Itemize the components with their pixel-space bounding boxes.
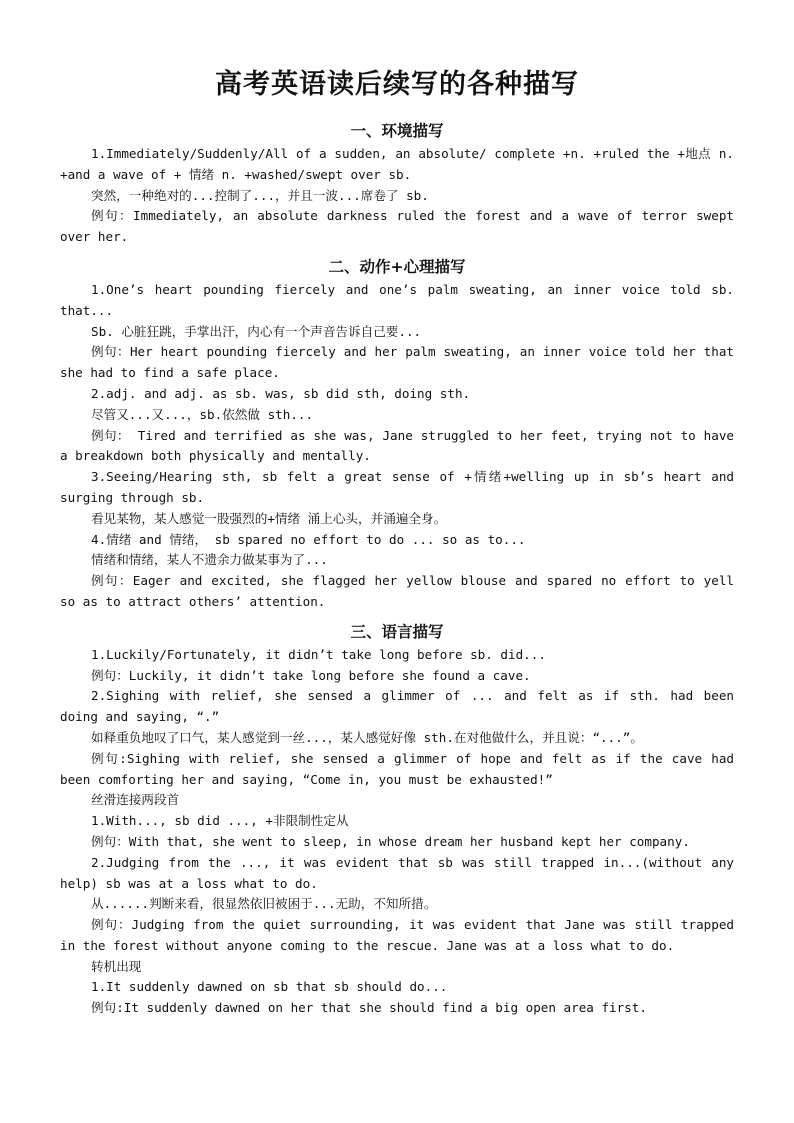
paragraph: 例句：With that, she went to sleep, in whose dream her husband kept her company. — [91, 833, 690, 849]
document-body — [60, 112, 734, 1019]
paragraph: 例句：Her heart pounding fiercely and her palm sweating, an inner voice told her that she had to find a safe place. — [60, 344, 734, 381]
paragraph: 从......判断来看，很显然依旧被困于...无助，不知所措。 — [91, 896, 437, 912]
paragraph: 例句:Sighing with relief, she sensed a glimmer of hope and felt as if the cave had been comforting her and saying, “Come in, you must be exhausted!” — [60, 750, 734, 787]
paragraph: 1.With..., sb did ..., +非限制性定从 — [91, 813, 349, 829]
subheading: 丝滑连接两段首 — [91, 792, 180, 808]
paragraph: 2.Sighing with relief, she sensed a glimmer of ... and felt as if sth. had been doing and saying, “.” — [60, 688, 734, 725]
paragraph: 例句：Immediately, an absolute darkness ruled the forest and a wave of terror swept over her. — [60, 208, 734, 245]
paragraph: 4.情绪 and 情绪， sb spared no effort to do ... so as to... — [91, 531, 526, 547]
paragraph: 情绪和情绪，某人不遗余力做某事为了... — [91, 552, 328, 568]
section-heading: 一、环境描写 — [350, 122, 444, 140]
paragraph: 1.Luckily/Fortunately, it didn’t take long before sb. did... — [91, 646, 546, 662]
paragraph: 尽管又...又...，sb.依然做 sth... — [91, 406, 314, 422]
subheading: 转机出现 — [91, 958, 142, 974]
paragraph: 2.adj. and adj. as sb. was, sb did sth, doing sth. — [91, 385, 471, 401]
paragraph: 1.One’s heart pounding fiercely and one’s palm sweating, an inner voice told sb. that... — [60, 281, 734, 318]
paragraph: 看见某物，某人感觉一股强烈的+情绪 涌上心头，并涌遍全身。 — [91, 510, 447, 526]
paragraph: 1.It suddenly dawned on sb that sb should do... — [91, 979, 448, 995]
paragraph: 例句：Judging from the quiet surrounding, it was evident that Jane was still trapped in the forest without anyone coming to the rescue. Jane was at a loss what to do. — [60, 917, 734, 953]
section-heading: 二、动作+心理描写 — [328, 257, 466, 276]
section-environment — [60, 118, 734, 248]
paragraph: 1.Immediately/Suddenly/All of a sudden, an absolute/ complete +n. +ruled the +地点 n. +and a wave of + 情绪 n. +washed/swept over sb. — [60, 146, 734, 182]
document-title: 高考英语读后续写的各种描写 — [215, 69, 579, 100]
section-heading: 三、语言描写 — [350, 622, 444, 641]
paragraph: 例句:It suddenly dawned on her that she should find a big open area first. — [91, 1000, 647, 1016]
paragraph: 例句：Luckily, it didn’t take long before she found a cave. — [91, 667, 531, 683]
paragraph: 例句：Eager and excited, she flagged her yellow blouse and spared no effort to yell so as to attract others’ attention. — [60, 573, 734, 609]
paragraph: 2.Judging from the ..., it was evident that sb was still trapped in...(without any help) sb was at a loss what to do. — [60, 854, 734, 891]
paragraph: 例句： Tired and terrified as she was, Jane struggled to her feet, trying not to have a breakdown both physically and mentally. — [60, 427, 734, 464]
section-action-psychology — [60, 254, 734, 613]
paragraph: 如释重负地叹了口气，某人感觉到一丝...，某人感觉好像 sth.在对他做什么，并且说：“...”。 — [91, 729, 643, 745]
section-language — [60, 619, 734, 1019]
paragraph: 3.Seeing/Hearing sth, sb felt a great sense of +情绪+welling up in sb’s heart and surging through sb. — [60, 469, 734, 505]
paragraph: Sb. 心脏狂跳，手掌出汗，内心有一个声音告诉自己要... — [91, 323, 422, 339]
paragraph: 突然，一种绝对的...控制了...，并且一波...席卷了 sb. — [91, 187, 429, 203]
